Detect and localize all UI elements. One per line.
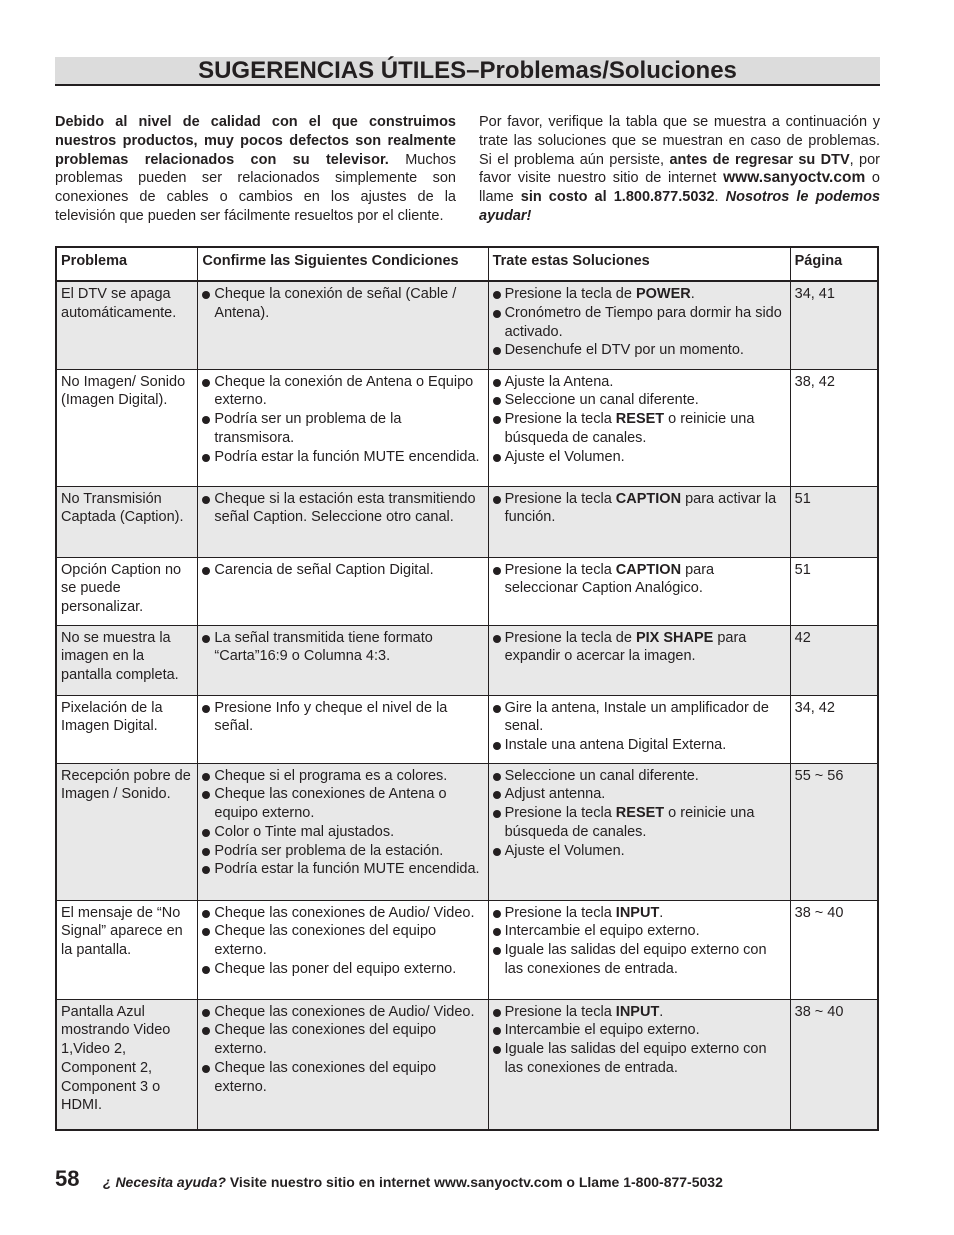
condition-item: Cheque las poner del equipo externo.: [202, 960, 483, 979]
condition-item: Podría ser un problema de la transmisora.: [202, 410, 483, 448]
solution-text: Seleccione un canal diferente.: [504, 767, 699, 784]
solution-item: [493, 341, 786, 360]
condition-item: Podría estar la función MUTE encendida.: [202, 448, 483, 467]
condition-item: Cheque las conexiones de Antena o equipo externo.: [202, 785, 483, 823]
solution-text: Presione la tecla: [504, 411, 616, 428]
page-title: SUGERENCIAS ÚTILES–Problemas/Soluciones: [55, 57, 880, 86]
conditions-list: [202, 373, 483, 467]
table-row: [56, 369, 878, 486]
conditions-cell: [198, 557, 488, 625]
problem-cell: Pixelación de la Imagen Digital.: [56, 695, 198, 763]
conditions-list: [202, 490, 483, 528]
solution-item: [493, 490, 786, 528]
solution-text: Presione la tecla de: [504, 286, 636, 302]
table-row: [56, 900, 878, 999]
solution-item: [493, 373, 786, 392]
solution-item: [493, 1003, 786, 1022]
condition-item: Cheque las conexiones de Audio/ Video.: [202, 904, 483, 923]
intro-right-bold-1: antes de regresar su DTV: [669, 151, 850, 168]
condition-item: Cheque si la estación esta transmitiendo señal Caption. Seleccione otro canal.: [202, 490, 483, 528]
intro-right-text-1: Por favor, verifique la tabla que se muestra a continuación y trate las soluciones que se muestran en caso de problemas. Si el problema aún persiste,: [479, 114, 880, 168]
page-cell: 34, 41: [790, 281, 878, 369]
solution-item: [493, 785, 786, 804]
solutions-cell: [488, 557, 790, 625]
remote-key-name: PIX SHAPE: [635, 629, 714, 646]
problem-cell: Opción Caption no se puede personalizar.: [56, 557, 198, 625]
table-row: [56, 763, 878, 900]
solution-text: Ajuste el Volumen.: [504, 842, 625, 859]
header-problem: Problema: [56, 247, 198, 281]
solutions-list: [493, 490, 786, 528]
conditions-list: [202, 699, 483, 737]
solutions-list: [493, 373, 786, 467]
table-body: [56, 281, 878, 1130]
solution-text: Seleccione un canal diferente.: [504, 392, 699, 409]
conditions-list: [202, 904, 483, 979]
solution-text-after: o reinicie una búsqueda de canales.: [504, 411, 755, 446]
conditions-list: [202, 767, 483, 880]
solution-text: Ajuste el Volumen.: [504, 448, 625, 465]
solution-item: [493, 736, 786, 755]
footer-help-text: [103, 1174, 723, 1190]
solutions-list: [493, 285, 786, 360]
condition-item: Cheque las conexiones de Audio/ Video.: [202, 1003, 483, 1022]
intro-left-bold: Debido al nivel de calidad con el que construimos nuestros productos, muy pocos defectos son realmente problemas relacionados con su televisor.: [55, 114, 456, 168]
solution-text: Intercambie el equipo externo.: [504, 923, 700, 940]
solution-item: [493, 922, 786, 941]
page-cell: 38 ~ 40: [790, 900, 878, 999]
intro-right-paragraph: [479, 113, 880, 226]
footer-ask: ¿ Necesita ayuda?: [103, 1174, 226, 1190]
condition-item: La señal transmitida tiene formato “Carta”16:9 o Columna 4:3.: [202, 629, 483, 667]
solution-text: Desenchufe el DTV por un momento.: [504, 342, 744, 359]
conditions-cell: [198, 281, 488, 369]
remote-key-name: RESET: [615, 411, 665, 428]
remote-key-name: CAPTION: [615, 561, 682, 578]
problem-cell: No se muestra la imagen en la pantalla completa.: [56, 625, 198, 695]
page-cell: 42: [790, 625, 878, 695]
problem-cell: Pantalla Azul mostrando Video 1,Video 2, Component 2, Component 3 o HDMI.: [56, 999, 198, 1130]
condition-item: Cheque la conexión de señal (Cable / Antena).: [202, 285, 483, 323]
page-cell: 38, 42: [790, 369, 878, 486]
solutions-cell: [488, 281, 790, 369]
solution-item: [493, 448, 786, 467]
conditions-cell: [198, 999, 488, 1130]
solution-text: Presione la tecla: [504, 561, 616, 578]
remote-key-name: POWER: [635, 286, 691, 302]
condition-item: Presione Info y cheque el nivel de la señal.: [202, 699, 483, 737]
intro-left-text: Muchos problemas pueden ser relacionados simplemente son conexiones de cables o cambios en los ajustes de la televisión que pueden ser fácilmente resueltos por el cliente.: [55, 151, 456, 224]
page-cell: 34, 42: [790, 695, 878, 763]
problem-cell: No Transmisión Captada (Caption).: [56, 486, 198, 557]
page-number: 58: [55, 1166, 80, 1191]
header-solutions: Trate estas Soluciones: [488, 247, 790, 281]
condition-item: Cheque la conexión de Antena o Equipo externo.: [202, 373, 483, 411]
conditions-cell: [198, 486, 488, 557]
conditions-cell: [198, 625, 488, 695]
solutions-cell: [488, 900, 790, 999]
intro-right-text-2: , por favor visite nuestro sitio de internet: [479, 151, 881, 187]
solution-item: [493, 304, 786, 342]
header-conditions: Confirme las Siguientes Condiciones: [198, 247, 488, 281]
solution-text: Presione la tecla: [504, 805, 616, 822]
remote-key-name: INPUT: [615, 904, 660, 921]
solution-item: [493, 1021, 786, 1040]
solution-item: [493, 391, 786, 410]
solution-text: Presione la tecla: [504, 904, 616, 921]
solutions-list: [493, 767, 786, 861]
solution-text-after: .: [659, 904, 664, 921]
solution-text-after: para seleccionar Caption Analógico.: [504, 561, 715, 597]
problem-cell: Recepción pobre de Imagen / Sonido.: [56, 763, 198, 900]
solution-text: Intercambie el equipo externo.: [504, 1022, 700, 1039]
solution-item: [493, 842, 786, 861]
table-header-row: [56, 247, 878, 281]
page-cell: 38 ~ 40: [790, 999, 878, 1130]
solution-item: [493, 941, 786, 979]
solution-text-after: o reinicie una búsqueda de canales.: [504, 805, 755, 840]
solution-text: Adjust antenna.: [504, 786, 606, 803]
conditions-cell: [198, 900, 488, 999]
solutions-list: [493, 699, 786, 755]
condition-item: Cheque si el programa es a colores.: [202, 767, 483, 786]
footer-contact: Visite nuestro sitio en internet www.sanyoctv.com o Llame 1-800-877-5032: [225, 1174, 723, 1190]
solution-text: Presione la tecla: [504, 1003, 616, 1020]
solutions-list: [493, 904, 786, 979]
conditions-list: [202, 285, 483, 323]
conditions-cell: [198, 695, 488, 763]
solutions-cell: [488, 763, 790, 900]
condition-item: Cheque las conexiones del equipo externo.: [202, 1021, 483, 1059]
table-row: [56, 557, 878, 625]
page-cell: 51: [790, 486, 878, 557]
conditions-list: [202, 629, 483, 667]
problem-cell: El mensaje de “No Signal” aparece en la pantalla.: [56, 900, 198, 999]
solution-item: [493, 767, 786, 786]
solution-item: [493, 804, 786, 842]
solution-text: Gire la antena, Instale un amplificador de senal.: [504, 699, 769, 735]
condition-item: Carencia de señal Caption Digital.: [202, 561, 483, 580]
condition-item: Podría estar la función MUTE encendida.: [202, 860, 483, 879]
conditions-list: [202, 561, 483, 580]
solution-text-after: para expandir o acercar la imagen.: [504, 629, 747, 665]
conditions-list: [202, 1003, 483, 1097]
solutions-list: [493, 629, 786, 667]
table-row: [56, 695, 878, 763]
solution-text: Presione la tecla de: [504, 629, 636, 646]
solution-item: [493, 561, 786, 599]
condition-item: Color o Tinte mal ajustados.: [202, 823, 483, 842]
table-row: [56, 486, 878, 557]
solution-text-after: para activar la función.: [504, 490, 777, 526]
intro-right-text-4: .: [714, 189, 726, 206]
intro-right-closing: Nosotros le podemos ayudar!: [479, 189, 881, 224]
solutions-cell: [488, 486, 790, 557]
remote-key-name: INPUT: [615, 1003, 660, 1020]
solution-text: Iguale las salidas del equipo externo con las conexiones de entrada.: [504, 1041, 767, 1076]
solution-text-after: .: [690, 286, 695, 302]
solution-text: Instale una antena Digital Externa.: [504, 737, 727, 754]
solution-item: [493, 699, 786, 737]
solutions-cell: [488, 369, 790, 486]
intro-right-text-3: o llame: [479, 170, 880, 206]
page-cell: 51: [790, 557, 878, 625]
table-row: [56, 625, 878, 695]
solutions-cell: [488, 695, 790, 763]
table-row: [56, 281, 878, 369]
conditions-cell: [198, 763, 488, 900]
website-link[interactable]: www.sanyoctv.com: [723, 169, 866, 187]
solution-item: [493, 410, 786, 448]
solutions-cell: [488, 999, 790, 1130]
solution-text: Ajuste la Antena.: [504, 373, 614, 390]
condition-item: Cheque las conexiones del equipo externo.: [202, 922, 483, 960]
condition-item: Cheque las conexiones del equipo externo.: [202, 1059, 483, 1097]
solution-item: [493, 904, 786, 923]
footer: [55, 1166, 915, 1196]
solution-item: [493, 285, 786, 304]
solution-text-after: .: [659, 1003, 664, 1020]
remote-key-name: CAPTION: [615, 490, 682, 507]
problem-cell: El DTV se apaga automáticamente.: [56, 281, 198, 369]
page-cell: 55 ~ 56: [790, 763, 878, 900]
solution-text: Iguale las salidas del equipo externo con las conexiones de entrada.: [504, 942, 767, 977]
solution-text: Presione la tecla: [504, 490, 616, 507]
intro-left-paragraph: [55, 113, 456, 226]
problem-cell: No Imagen/ Sonido (Imagen Digital).: [56, 369, 198, 486]
solution-text: Cronómetro de Tiempo para dormir ha sido activado.: [504, 304, 782, 340]
conditions-cell: [198, 369, 488, 486]
remote-key-name: RESET: [615, 805, 665, 822]
header-page: Página: [790, 247, 878, 281]
intro-right-bold-2: sin costo al 1.800.877.5032: [520, 189, 715, 206]
condition-item: Podría ser problema de la estación.: [202, 842, 483, 861]
solution-item: [493, 629, 786, 667]
solutions-list: [493, 561, 786, 599]
solutions-cell: [488, 625, 790, 695]
solution-item: [493, 1040, 786, 1078]
solutions-list: [493, 1003, 786, 1078]
table-row: [56, 999, 878, 1130]
troubleshooting-table: [55, 246, 879, 1131]
